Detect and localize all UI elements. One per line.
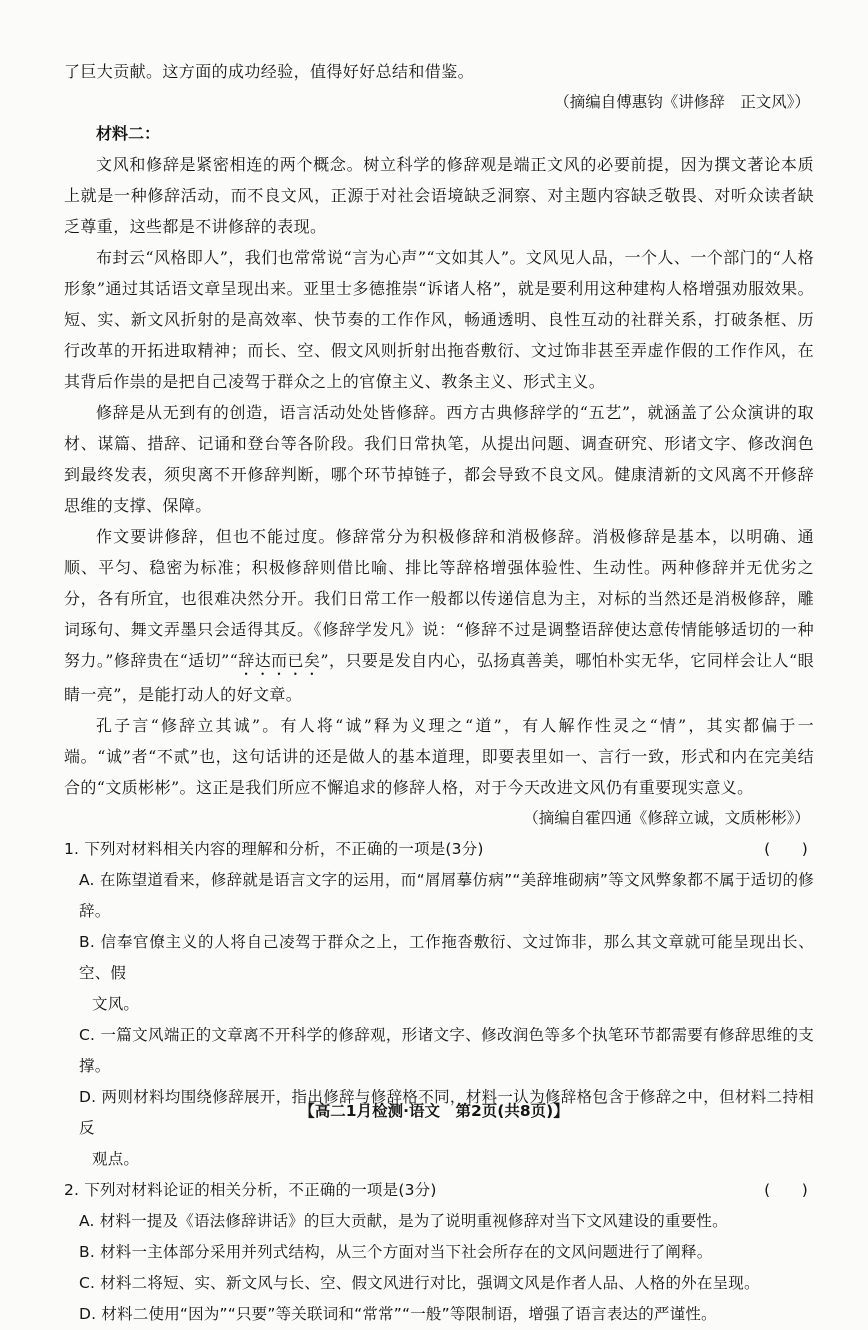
- continued-paragraph: 了巨大贡献。这方面的成功经验，值得好好总结和借鉴。: [64, 62, 475, 81]
- material-2-paragraph-5: 孔子言“修辞立其诚”。有人将“诚”释为义理之“道”，有人解作性灵之“情”，其实都偏于一端。“诚”者“不贰”也，这句话讲的还是做人的基本道理，即要表里如一、言行一致，形式和内在完美结合的“文质彬彬”。这正是我们所应不懈追求的修辞人格，对于今天改进文风仍有重要现实意义。: [64, 716, 814, 797]
- answer-blank-1[interactable]: ( ): [764, 840, 808, 858]
- q2-option-c: C. 材料二将短、实、新文风与长、空、假文风进行对比，强调文风是作者人品、人格的外在呈现。: [79, 1274, 760, 1292]
- emphasized-quote: 辞达而已矣: [238, 651, 321, 670]
- source-attribution-1: （摘编自傅惠钧《讲修辞 正文风》）: [554, 93, 810, 111]
- q2-option-b: B. 材料一主体部分采用并列式结构，从三个方面对当下社会所存在的文风问题进行了阐释。: [79, 1243, 713, 1261]
- q1-option-d-cont: 观点。: [92, 1150, 140, 1168]
- question-2: [64, 1175, 814, 1330]
- q2-option-d: D. 材料二使用“因为”“只要”等关联词和“常常”“一般”等限制语，增强了语言表达的严谨性。: [79, 1305, 717, 1323]
- p4-text-a: 作文要讲修辞，但也不能过度。修辞常分为积极修辞和消极修辞。消极修辞是基本，以明确、通顺、平匀、稳密为标准；积极修辞则借比喻、排比等辞格增强体验性、生动性。两种修辞并无优劣之分，各有所宜，也很难决然分开。我们日常工作一般都以传递信息为主，对标的当然还是消极修辞，雕词琢句、舞文弄墨只会适得其反。《修辞学发凡》说：“修辞不过是调整语辞使达意传情能够适切的一种努力。”修辞贵在“适切”“: [64, 527, 814, 670]
- material-2-paragraph-3: 修辞是从无到有的创造，语言活动处处皆修辞。西方古典修辞学的“五艺”，就涵盖了公众演讲的取材、谋篇、措辞、记诵和登台等各阶段。我们日常执笔，从提出问题、调查研究、形诸文字、修改润色到最终发表，须臾离不开修辞判断，哪个环节掉链子，都会导致不良文风。健康清新的文风离不开修辞思维的支撑、保障。: [64, 403, 814, 515]
- question-1: [64, 834, 814, 1175]
- q1-option-c: C. 一篇文风端正的文章离不开科学的修辞观，形诸文字、修改润色等多个执笔环节都需要有修辞思维的支撑。: [79, 1026, 814, 1075]
- material-2-paragraph-1: 文风和修辞是紧密相连的两个概念。树立科学的修辞观是端正文风的必要前提，因为撰文著论本质上就是一种修辞活动，而不良文风，正源于对社会语境缺乏洞察、对主题内容缺乏敬畏、对听众读者缺乏尊重，这些都是不讲修辞的表现。: [64, 155, 814, 236]
- material-2-paragraph-2: 布封云“风格即人”，我们也常常说“言为心声”“文如其人”。文风见人品，一个人、一个部门的“人格形象”通过其话语文章呈现出来。亚里士多德推崇“诉诸人格”，就是要利用这种建构人格增强劝服效果。短、实、新文风折射的是高效率、快节奏的工作作风，畅通透明、良性互动的社群关系，打破条框、历行改革的开拓进取精神；而长、空、假文风则折射出拖沓敷衍、文过饰非甚至弄虚作假的工作作风，在其背后作祟的是把自己凌驾于群众之上的官僚主义、教条主义、形式主义。: [64, 248, 814, 391]
- question-1-text: 1. 下列对材料相关内容的理解和分析，不正确的一项是(3分): [64, 840, 484, 858]
- answer-blank-2[interactable]: ( ): [764, 1181, 808, 1199]
- page-footer: 【高二1月检测·语文 第2页(共8页)】: [299, 1102, 569, 1120]
- p4-text-b: ”，只要是发自内心，弘扬真善美，哪怕朴实无华，它同样会让人“眼睛一亮”，是能打动人的好文章。: [64, 651, 814, 704]
- material-2-paragraph-4: [64, 521, 814, 710]
- q1-option-a: A. 在陈望道看来，修辞就是语言文字的运用，而“屑屑摹仿病”“美辞堆砌病”等文风弊象都不属于适切的修辞。: [79, 871, 814, 920]
- question-1-stem: [64, 834, 814, 865]
- q1-option-b: B. 信奉官僚主义的人将自己凌驾于群众之上，工作拖沓敷衍、文过饰非，那么其文章就可能呈现出长、空、假: [79, 933, 814, 982]
- source-attribution-2: （摘编自霍四通《修辞立诚，文质彬彬》）: [523, 809, 810, 827]
- question-2-text: 2. 下列对材料论证的相关分析，不正确的一项是(3分): [64, 1181, 437, 1199]
- q2-option-a: A. 材料一提及《语法修辞讲话》的巨大贡献，是为了说明重视修辞对当下文风建设的重要性。: [79, 1212, 728, 1230]
- question-2-stem: [64, 1175, 814, 1206]
- q1-option-b-cont: 文风。: [92, 995, 140, 1013]
- q1-option-d: D. 两则材料均围绕修辞展开，指出修辞与修辞格不同，材料一认为修辞格包含于修辞之中，但材料二持相反: [79, 1088, 814, 1137]
- material-2-heading: 材料二：: [96, 124, 161, 143]
